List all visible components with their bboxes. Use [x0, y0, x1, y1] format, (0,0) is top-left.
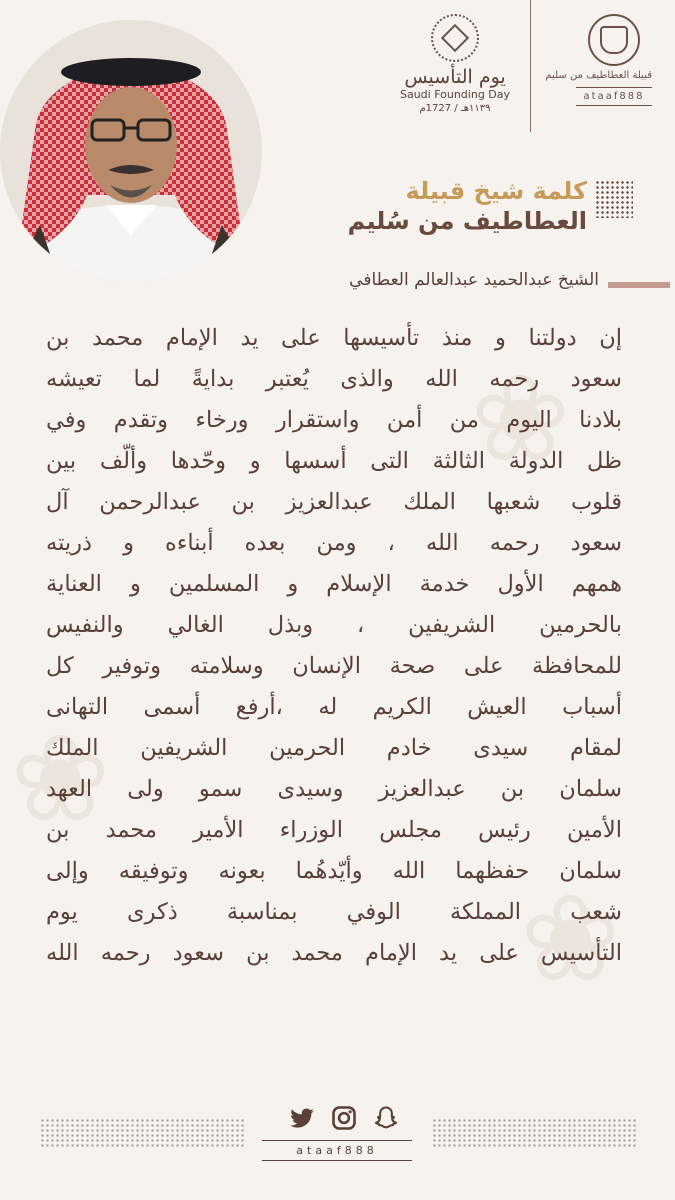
social-icons	[288, 1104, 400, 1132]
speech-title-line1: كلمة شيخ قبيلة	[405, 177, 587, 205]
tribe-logo-name: قبيلة العطاطيف من سليم	[545, 70, 652, 81]
background-ornament: ❀	[10, 710, 111, 849]
title-pattern-ornament	[595, 180, 633, 218]
speaker-accent-bar	[608, 282, 670, 288]
body-line: ظل الدولة الثالثة التى أسسها و وحّدها وألّف بين	[46, 448, 622, 474]
speech-title	[348, 176, 587, 236]
body-line: التأسيس على يد الإمام محمد بن سعود رحمه الله	[46, 940, 622, 966]
body-line: قلوب شعبها الملك عبدالعزيز بن عبدالرحمن آل	[46, 489, 622, 515]
body-line: بلادنا اليوم من أمن واستقرار ورخاء وتقدم وفي	[46, 407, 622, 433]
body-line: سلمان حفظهما الله وأيّدهُما بعونه وتوفيقه وإلى	[46, 858, 622, 884]
footer-pattern-right	[432, 1118, 638, 1148]
footer-pattern-left	[40, 1118, 246, 1148]
body-line: إن دولتنا و منذ تأسيسها على يد الإمام محمد بن	[46, 325, 622, 351]
speaker-portrait-illustration	[0, 20, 262, 282]
founding-day-arabic: يوم التأسيس	[404, 66, 506, 88]
body-line: الأمين رئيس مجلس الوزراء الأمير محمد بن	[46, 817, 622, 843]
snapchat-icon[interactable]	[372, 1104, 400, 1132]
founding-day-logo	[396, 14, 514, 114]
header-divider	[530, 0, 531, 132]
body-line: للمحافظة على صحة الإنسان وسلامته وتوفير كل	[46, 653, 622, 679]
tribe-handle: ataaf888	[576, 87, 652, 106]
founding-day-emblem-icon	[431, 14, 479, 62]
founding-day-english: Saudi Founding Day	[399, 88, 511, 101]
instagram-icon[interactable]	[330, 1104, 358, 1132]
footer	[0, 1100, 675, 1160]
speaker-name: الشيخ عبدالحميد عبدالعالم العطافي	[349, 270, 599, 290]
tribe-emblem-icon	[588, 14, 640, 66]
body-line: سعود رحمه الله ، ومن بعده أبناءه و ذريته	[46, 530, 622, 556]
footer-handle: ataaf888	[262, 1140, 412, 1161]
twitter-icon[interactable]	[288, 1104, 316, 1132]
body-line: شعب المملكة الوفي بمناسبة ذكرى يوم	[46, 899, 622, 925]
speech-body	[46, 318, 622, 974]
body-line: لمقام سيدى خادم الحرمين الشريفين الملك	[46, 735, 622, 761]
body-line: همهم الأول خدمة الإسلام و المسلمين و العناية	[46, 571, 622, 597]
body-line: سلمان بن عبدالعزيز وسيدى سمو ولى العهد	[46, 776, 622, 802]
founding-day-years: ١١٣٩هـ / 1727م	[419, 103, 491, 114]
background-ornament: ❀	[520, 870, 621, 1009]
background-ornament: ❀	[470, 350, 571, 489]
body-line: أسباب العيش الكريم له ،أرفع أسمى التهانى	[46, 694, 622, 720]
tribe-logo	[545, 14, 652, 106]
speech-title-line2: العطاطيف من سُليم	[347, 207, 587, 235]
speaker-portrait	[0, 20, 262, 282]
body-line: سعود رحمه الله والذى يُعتبر بدايةً لما تعيشه	[46, 366, 622, 392]
body-line: بالحرمين الشريفين ، وبذل الغالي والنفيس	[46, 612, 622, 638]
